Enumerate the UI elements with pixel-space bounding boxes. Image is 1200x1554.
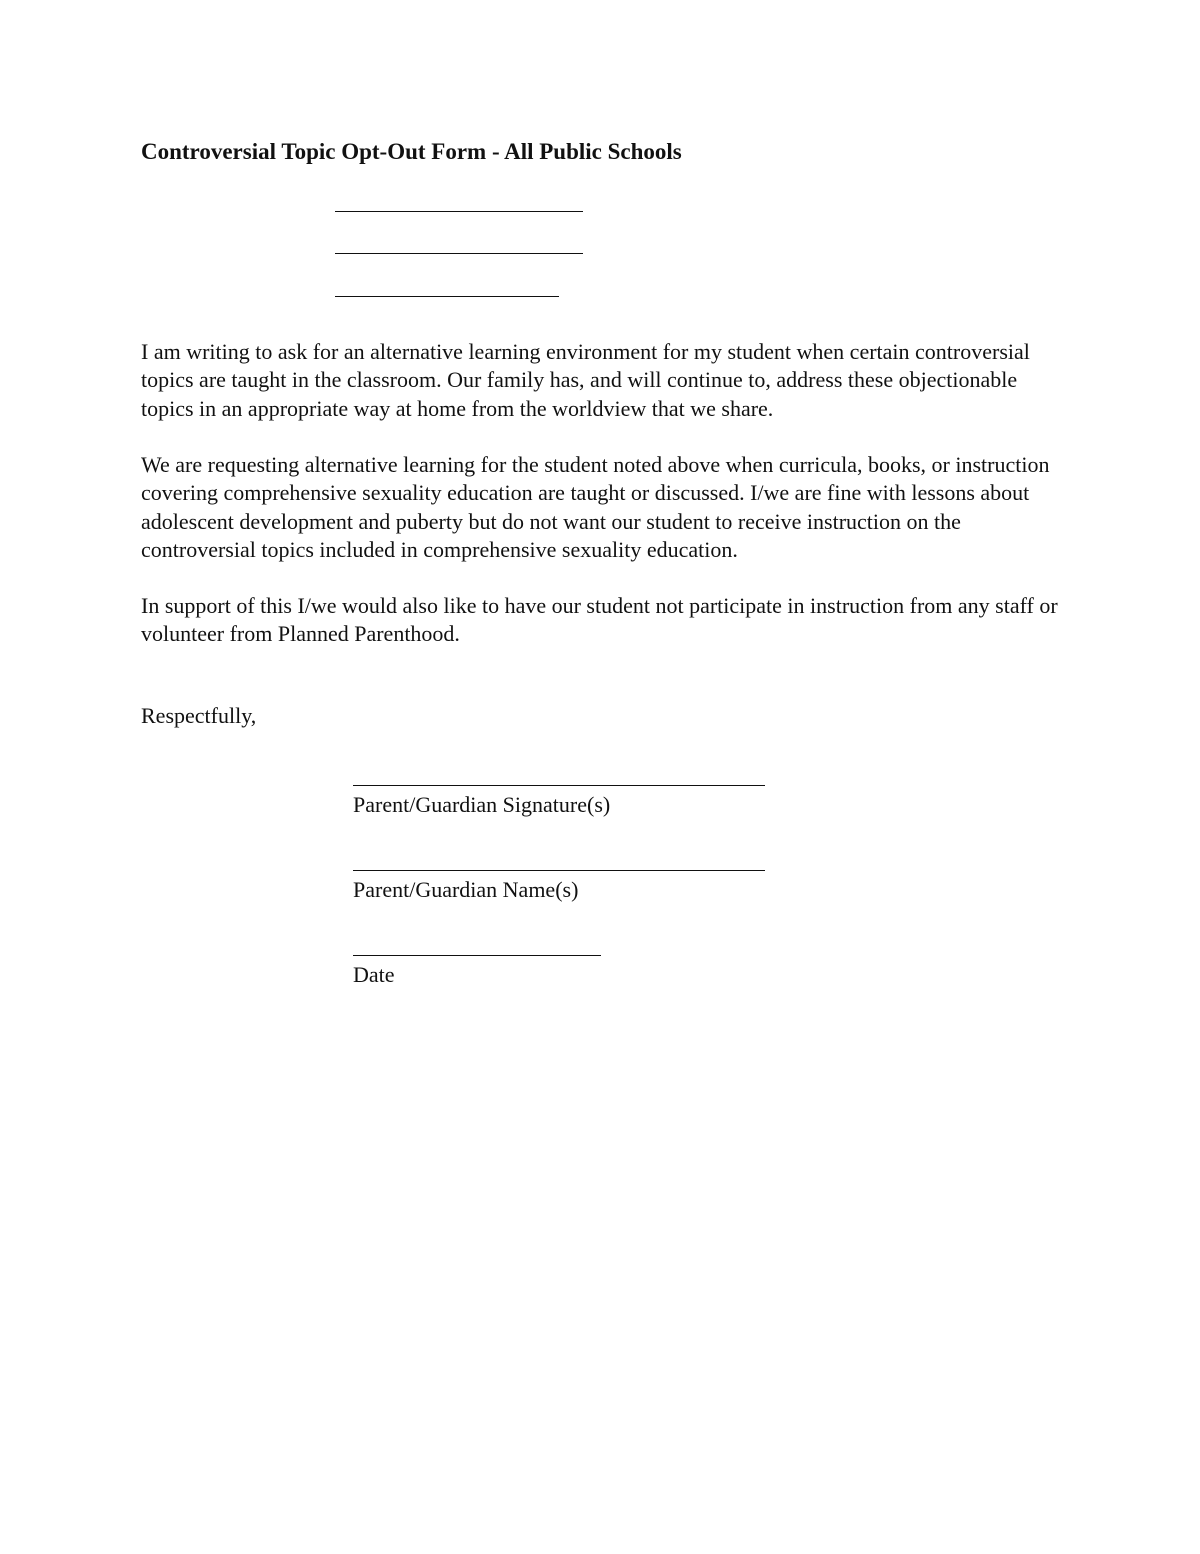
- guardian-name-line[interactable]: [353, 870, 765, 871]
- signature-label: Parent/Guardian Signature(s): [353, 792, 611, 817]
- paragraph-planned-parenthood: In support of this I/we would also like to have our student not participate in instruction from any staff or volunteer from Planned Parenthood.: [141, 593, 1058, 647]
- paragraph-curriculum: We are requesting alternative learning for the student noted above when curricula, books, or instruction covering comprehensive sexuality education are taught or discussed. I/we are fine with lessons about adolescent development and puberty but do not want our student to receive instruction on the controversial topics included in comprehensive sexuality education.: [141, 452, 1050, 562]
- school-field[interactable]: [335, 253, 583, 254]
- student-id-field[interactable]: [335, 296, 559, 297]
- date-line[interactable]: [353, 955, 601, 956]
- school-row: [0, 225, 700, 259]
- guardian-name-block: [353, 846, 773, 903]
- paragraph-request: I am writing to ask for an alternative learning environment for my student when certain controversial topics are taught in the classroom. Our family has, and will continue to, address these objectionable topics in an appropriate way at home from the worldview that we share.: [141, 339, 1030, 421]
- student-name-row: [0, 183, 700, 217]
- closing-salutation: Respectfully,: [141, 703, 257, 728]
- student-id-row: [0, 268, 700, 302]
- guardian-name-label: Parent/Guardian Name(s): [353, 877, 579, 902]
- signature-block: [353, 761, 773, 818]
- date-label: Date: [353, 962, 395, 987]
- date-block: [353, 931, 773, 988]
- signature-line[interactable]: [353, 785, 765, 786]
- form-title: Controversial Topic Opt-Out Form - All Public Schools: [141, 139, 682, 164]
- student-name-field[interactable]: [335, 211, 583, 212]
